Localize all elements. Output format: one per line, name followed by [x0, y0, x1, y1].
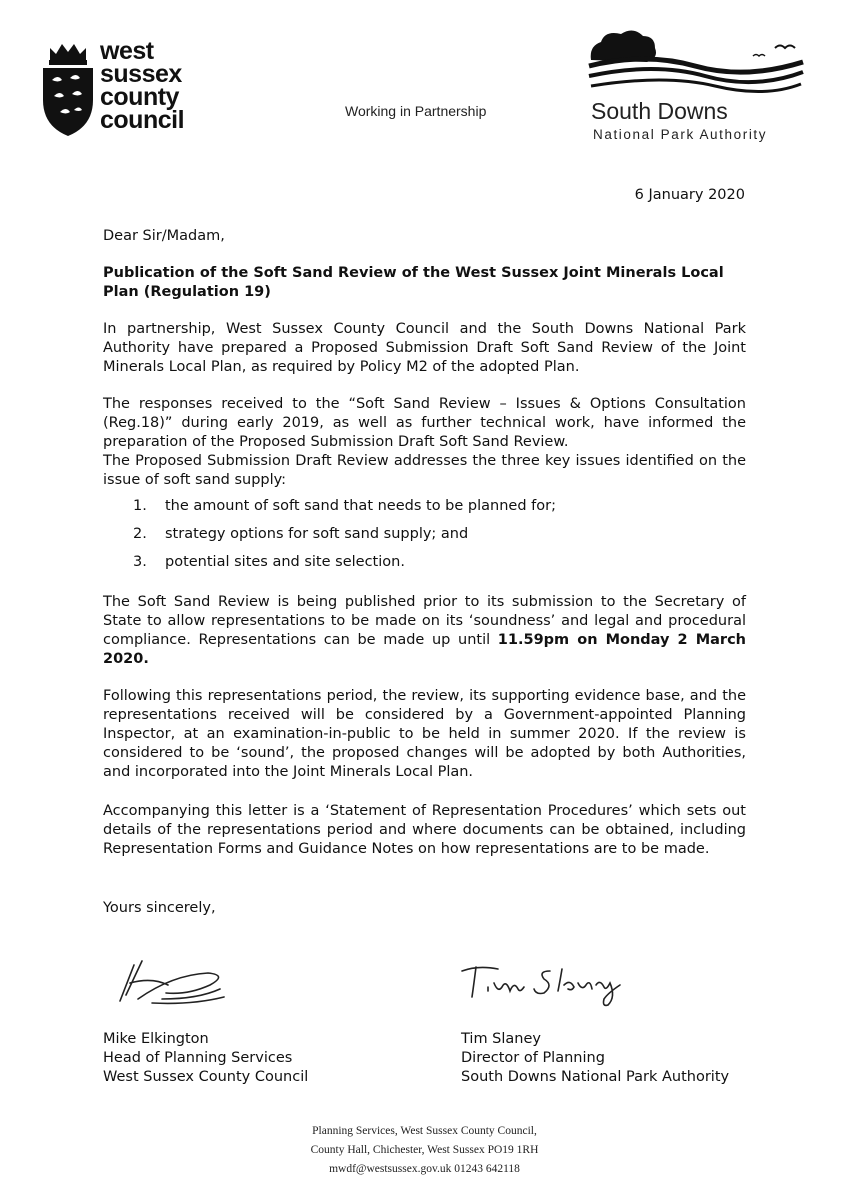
- list-item-text: strategy options for soft sand supply; and: [165, 526, 469, 542]
- wscc-logo: [40, 38, 210, 138]
- paragraph-publication: [103, 593, 746, 669]
- signatory-title: Head of Planning Services: [103, 1050, 293, 1066]
- salutation: Dear Sir/Madam,: [103, 228, 225, 244]
- paragraph-key-issues-text: The Proposed Submission Draft Review addresses the three key issues identified on the issue of soft sand supply:: [103, 453, 746, 488]
- paragraph-examination: Following this representations period, the review, its supporting evidence base, and the representations received will be considered by a Government-appointed Planning Inspector, at an examination-in-public to be held in summer 2020. If the review is considered to be ‘sound’, the proposed changes will be adopted by both Authorities, and incorporated into the Joint Minerals Local Plan.: [103, 688, 746, 780]
- list-item: [103, 553, 746, 572]
- list-item: [103, 525, 746, 544]
- wscc-wordmark-line: council: [100, 106, 185, 134]
- list-item-number: 3.: [133, 554, 147, 570]
- paragraph-partnership: In partnership, West Sussex County Council and the South Downs National Park Authority have prepared a Proposed Submission Draft Soft Sand Review of the Joint Minerals Local Plan, as required by Policy M2 of the adopted Plan.: [103, 321, 746, 375]
- sdnpa-subtitle: National Park Authority: [593, 127, 768, 142]
- footer-line: Planning Services, West Sussex County Council,: [312, 1125, 537, 1137]
- paragraph-statement: Accompanying this letter is a ‘Statement of Representation Procedures’ which sets out details of the representations period and where documents can be obtained, including Representation Forms and Guidance Notes on how representations are to be made.: [103, 803, 746, 857]
- signatory-title: Director of Planning: [461, 1050, 605, 1066]
- list-item: [103, 497, 746, 516]
- signature-mike-elkington: [112, 955, 232, 1005]
- footer-address: [0, 1122, 849, 1179]
- paragraph-responses: [103, 395, 746, 490]
- letter-subject: Publication of the Soft Sand Review of the West Sussex Joint Minerals Local Plan (Regulation 19): [103, 265, 724, 300]
- sdnpa-title: South Downs: [591, 98, 728, 124]
- downs-landscape-icon: [585, 26, 805, 98]
- partnership-text: Working in Partnership: [345, 103, 487, 119]
- footer-line: County Hall, Chichester, West Sussex PO19 1RH: [310, 1144, 539, 1156]
- representation-deadline: 11.59pm on Monday 2 March 2020.: [103, 632, 747, 667]
- signature-tim-slaney: [458, 957, 648, 1007]
- signatory-block: [103, 1030, 308, 1087]
- signatory-organisation: West Sussex County Council: [103, 1069, 309, 1085]
- footer-contact: mwdf@westsussex.gov.uk 01243 642118: [329, 1163, 520, 1175]
- county-crest-icon: [40, 38, 96, 138]
- key-issues-list: [103, 497, 746, 581]
- paragraph-responses-text: The responses received to the “Soft Sand Review – Issues & Options Consultation (Reg.18)” during early 2019, as well as further technical work, have informed the preparation of the Proposed Submission Draft Soft Sand Review.: [103, 396, 746, 450]
- list-item-text: potential sites and site selection.: [165, 554, 405, 570]
- paragraph-publication-text: The Soft Sand Review is being published prior to its submission to the Secretary of State to allow representations to be made on its ‘soundness’ and legal and procedural compliance. Representations can be made up until: [103, 594, 746, 648]
- signatory-name: Mike Elkington: [103, 1031, 209, 1047]
- wscc-wordmark-line: sussex: [100, 60, 182, 88]
- sdnpa-logo: [585, 26, 815, 148]
- closing: Yours sincerely,: [103, 900, 216, 916]
- wscc-wordmark: [100, 37, 185, 134]
- wscc-wordmark-line: county: [100, 83, 179, 111]
- list-item-text: the amount of soft sand that needs to be planned for;: [165, 498, 556, 514]
- letter-date: 6 January 2020: [634, 187, 745, 203]
- signatory-block: [461, 1030, 729, 1087]
- wscc-wordmark-line: west: [100, 37, 154, 65]
- list-item-number: 2.: [133, 526, 147, 542]
- signatory-organisation: South Downs National Park Authority: [461, 1069, 730, 1085]
- list-item-number: 1.: [133, 498, 147, 514]
- signatory-name: Tim Slaney: [461, 1031, 541, 1047]
